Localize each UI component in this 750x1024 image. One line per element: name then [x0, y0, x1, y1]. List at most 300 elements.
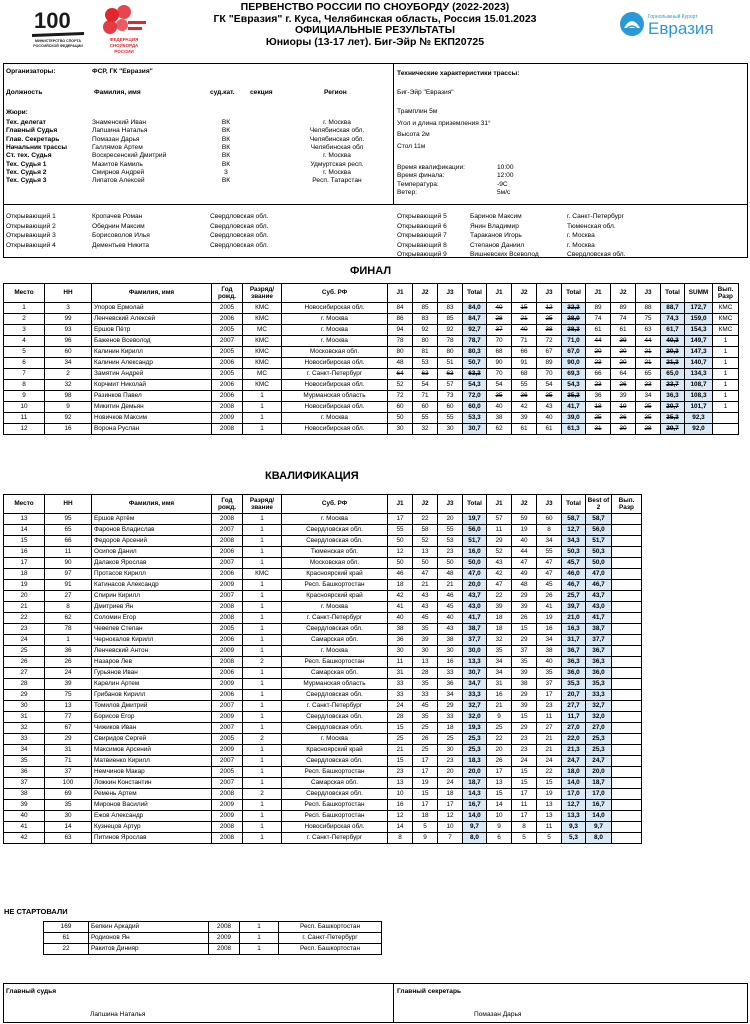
table-cell: 70 — [537, 369, 562, 380]
table-cell: 2 — [243, 734, 282, 745]
table-cell: Респ. Башкортостан — [282, 811, 388, 822]
table-cell: 13,3 — [463, 657, 487, 668]
official-cat: ВК — [221, 152, 231, 160]
table-cell: г. Москва — [282, 602, 388, 613]
table-cell: 25,3 — [586, 745, 612, 756]
table-cell: 77 — [45, 712, 92, 723]
table-cell: 15 — [512, 624, 537, 635]
column-header: НН — [45, 284, 92, 303]
table-cell: 1 — [243, 547, 282, 558]
table-cell: 30 — [388, 646, 413, 657]
column-header: J3 — [438, 495, 463, 514]
table-cell: 65 — [636, 369, 661, 380]
table-cell: 36 — [438, 679, 463, 690]
table-cell: 24,7 — [586, 756, 612, 767]
table-cell: 47 — [487, 580, 512, 591]
table-cell: 19,3 — [463, 723, 487, 734]
table-cell: 95 — [45, 514, 92, 525]
table-cell: 31 — [388, 668, 413, 679]
table-cell: 1 — [243, 833, 282, 844]
table-cell: 34,3 — [562, 536, 586, 547]
table-cell: 48 — [438, 569, 463, 580]
opener-name: Степанов Даниил — [470, 241, 525, 249]
table-cell: 29 — [512, 723, 537, 734]
table-cell: 25,3 — [463, 734, 487, 745]
table-row — [4, 602, 642, 613]
table-cell: 45,7 — [562, 558, 586, 569]
table-cell: 29 — [512, 690, 537, 701]
table-cell: 39 — [4, 800, 45, 811]
table-cell: г. Москва — [282, 734, 388, 745]
table-cell: 32 — [413, 424, 438, 435]
table-cell: Респ. Башкортостан — [279, 944, 382, 955]
opener-region: Свердловская обл. — [210, 232, 269, 239]
table-cell: 37 — [45, 767, 92, 778]
table-cell: 11 — [4, 413, 45, 424]
position-header: Должность — [6, 89, 43, 96]
table-cell: 29 — [4, 690, 45, 701]
table-row — [4, 701, 642, 712]
qualification-table — [3, 494, 642, 844]
table-cell: 39 — [611, 336, 636, 347]
column-header: J1 — [487, 284, 512, 303]
table-cell: 30,0 — [463, 646, 487, 657]
official-role: Тех. Судья 1 — [6, 160, 47, 168]
table-cell: 9 — [487, 822, 512, 833]
table-cell: 1 — [243, 690, 282, 701]
table-cell: 34 — [45, 358, 92, 369]
table-cell — [612, 745, 642, 756]
table-cell: 13 — [388, 778, 413, 789]
table-row — [4, 591, 642, 602]
table-row — [4, 789, 642, 800]
table-cell: 19 — [413, 778, 438, 789]
table-cell: 20 — [586, 347, 611, 358]
table-cell: Калинин Кирилл — [92, 347, 212, 358]
table-cell: 34 — [438, 690, 463, 701]
table-cell: 72 — [537, 336, 562, 347]
table-cell: 29 — [487, 536, 512, 547]
table-cell: Ершов Пётр — [92, 325, 212, 336]
table-cell: 23 — [388, 767, 413, 778]
table-cell: 2005 — [212, 734, 243, 745]
official-cat: ВК — [221, 135, 231, 143]
table-cell: 11 — [388, 657, 413, 668]
opener-name: Баринов Максим — [470, 213, 522, 220]
table-cell: 89 — [586, 303, 611, 314]
table-cell: 33 — [413, 690, 438, 701]
official-region: Челябинская обл. — [309, 135, 365, 143]
table-cell: 30 — [438, 646, 463, 657]
table-cell: 84 — [388, 303, 413, 314]
table-cell: Фаронов Владислав — [92, 525, 212, 536]
table-cell: 34 — [4, 745, 45, 756]
table-cell: 34 — [636, 391, 661, 402]
table-cell: 19 — [4, 580, 45, 591]
table-cell: 81 — [413, 347, 438, 358]
table-cell: 1 — [243, 413, 282, 424]
table-cell: 33,3 — [586, 690, 612, 701]
table-row — [4, 303, 739, 314]
table-cell: 22 — [487, 591, 512, 602]
table-row — [4, 336, 739, 347]
table-cell: 41 — [388, 602, 413, 613]
table-cell: 2007 — [212, 336, 243, 347]
table-cell: Немчинов Макар — [92, 767, 212, 778]
info-panel — [3, 63, 748, 258]
dns-table — [43, 921, 382, 955]
table-cell: 39 — [512, 413, 537, 424]
table-cell: 54 — [413, 380, 438, 391]
table-cell: 26 — [413, 734, 438, 745]
table-cell: 45 — [537, 580, 562, 591]
table-cell: 35 — [413, 624, 438, 635]
table-cell: 51,7 — [586, 536, 612, 547]
table-cell — [612, 767, 642, 778]
table-cell: 38 — [4, 789, 45, 800]
table-cell: Респ. Башкортостан — [282, 800, 388, 811]
table-cell: КМС — [713, 325, 739, 336]
table-cell: 15 — [487, 789, 512, 800]
table-row — [4, 811, 642, 822]
table-cell: 36 — [45, 646, 92, 657]
table-cell: 45 — [413, 613, 438, 624]
table-cell: 18 — [438, 789, 463, 800]
table-cell: 32 — [45, 380, 92, 391]
table-cell: 78,7 — [463, 336, 487, 347]
opener-role: Открывающий 1 — [6, 213, 56, 220]
table-cell: 1 — [713, 347, 739, 358]
table-cell: 2008 — [212, 536, 243, 547]
table-cell: 15 — [388, 756, 413, 767]
table-cell — [612, 525, 642, 536]
table-cell: 80 — [388, 347, 413, 358]
table-cell: 63,3 — [463, 369, 487, 380]
table-cell — [612, 536, 642, 547]
table-cell: 14 — [45, 822, 92, 833]
table-cell: 60 — [413, 402, 438, 413]
table-cell: 2008 — [212, 833, 243, 844]
table-cell: 68 — [512, 369, 537, 380]
table-cell: 2008 — [212, 657, 243, 668]
table-cell: 30,7 — [463, 424, 487, 435]
table-cell — [612, 613, 642, 624]
table-cell: 43 — [487, 558, 512, 569]
table-cell: 37 — [4, 778, 45, 789]
table-cell: Красноярский край — [282, 591, 388, 602]
table-cell: 88,7 — [661, 303, 685, 314]
table-cell: 20 — [487, 745, 512, 756]
table-cell: 37,7 — [586, 635, 612, 646]
table-cell: 12 — [388, 811, 413, 822]
table-cell: 1 — [240, 922, 279, 933]
table-cell: г. Санкт-Петербург — [282, 613, 388, 624]
column-header: J1 — [388, 284, 413, 303]
table-cell: Московская обл. — [282, 558, 388, 569]
table-row — [4, 734, 642, 745]
table-cell: 27 — [537, 723, 562, 734]
table-cell: 97 — [45, 569, 92, 580]
table-row — [4, 413, 739, 424]
table-cell: Свердловская обл. — [282, 723, 388, 734]
table-cell: Упоров Ермолай — [92, 303, 212, 314]
table-cell — [612, 833, 642, 844]
table-cell: 38 — [487, 413, 512, 424]
table-cell: 42 — [487, 569, 512, 580]
ministry-text: МИНИСТЕРСТВО СПОРТА — [34, 39, 82, 43]
table-cell: 24 — [537, 756, 562, 767]
table-cell: 9,7 — [586, 822, 612, 833]
table-cell: 86 — [388, 314, 413, 325]
table-cell: Мурманская область — [282, 679, 388, 690]
official-region: Удмуртская респ. — [310, 160, 364, 168]
table-cell: 71 — [45, 756, 92, 767]
table-cell: 29,7 — [661, 424, 685, 435]
table-cell: 29 — [512, 591, 537, 602]
table-cell: 20 — [611, 358, 636, 369]
table-cell: 43 — [413, 591, 438, 602]
table-cell: 1 — [713, 358, 739, 369]
track-spec: Трамплин 5м — [397, 108, 438, 115]
table-cell: 92 — [413, 325, 438, 336]
table-cell: 1 — [243, 745, 282, 756]
table-row — [4, 358, 739, 369]
table-cell — [612, 569, 642, 580]
official-role: Начальник трассы — [6, 143, 68, 151]
opener-role: Открывающий 2 — [6, 222, 56, 230]
table-cell: 40 — [512, 325, 537, 336]
table-cell: 49 — [512, 569, 537, 580]
table-cell: 2009 — [212, 745, 243, 756]
table-cell: 22 — [487, 734, 512, 745]
official-role: Тех. делегат — [6, 119, 46, 126]
column-header: Место — [4, 284, 45, 303]
table-cell: г. Санкт-Петербург — [282, 833, 388, 844]
table-row — [4, 424, 739, 435]
table-cell: 2009 — [212, 800, 243, 811]
table-cell: Грибанов Кирилл — [92, 690, 212, 701]
table-cell: Новосибирская обл. — [282, 424, 388, 435]
table-cell: 39 — [413, 635, 438, 646]
table-cell: 13 — [537, 800, 562, 811]
table-cell — [612, 624, 642, 635]
table-cell: 50,0 — [463, 558, 487, 569]
table-cell: 47 — [537, 569, 562, 580]
table-cell: 25 — [636, 402, 661, 413]
table-cell: 28 — [636, 424, 661, 435]
table-cell: 14 — [4, 525, 45, 536]
table-cell: 13 — [537, 811, 562, 822]
table-cell: Матвиенко Кирилл — [92, 756, 212, 767]
column-header: Total — [463, 284, 487, 303]
table-cell: 60,0 — [463, 402, 487, 413]
table-cell: 31 — [4, 712, 45, 723]
table-cell: 43,0 — [586, 602, 612, 613]
table-cell: 21 — [4, 602, 45, 613]
table-cell: 2008 — [209, 944, 240, 955]
table-row — [4, 778, 642, 789]
table-cell: 16,0 — [463, 547, 487, 558]
column-header: J3 — [438, 284, 463, 303]
official-region: Респ. Татарстан — [312, 177, 362, 185]
table-cell: Спирин Кирилл — [92, 591, 212, 602]
table-cell: 36,7 — [562, 646, 586, 657]
table-cell: 25,3 — [586, 734, 612, 745]
table-cell: 35 — [487, 391, 512, 402]
name-header: Фамилия, имя — [94, 89, 141, 96]
table-cell: Свиридов Сергей — [92, 734, 212, 745]
table-cell: 2009 — [212, 712, 243, 723]
table-cell: г. Москва — [282, 514, 388, 525]
opener-role: Открывающий 3 — [6, 232, 56, 239]
table-cell: 2007 — [212, 701, 243, 712]
table-cell: 10 — [4, 402, 45, 413]
official-region: г. Москва — [323, 168, 351, 176]
table-cell: Новосибирская обл. — [282, 380, 388, 391]
official-cat: ВК — [221, 160, 231, 168]
table-cell: Ремень Артем — [92, 789, 212, 800]
table-cell: 69 — [45, 789, 92, 800]
table-cell: 19 — [537, 613, 562, 624]
table-cell: 50 — [388, 536, 413, 547]
svg-text:ФЕДЕРАЦИЯ: ФЕДЕРАЦИЯ — [109, 37, 139, 42]
table-cell: 38 — [512, 679, 537, 690]
table-cell: Самарская обл. — [282, 668, 388, 679]
table-cell: 92 — [438, 325, 463, 336]
table-cell: 10 — [438, 822, 463, 833]
table-cell: 12 — [438, 811, 463, 822]
table-cell: 30 — [438, 745, 463, 756]
table-cell: 1 — [713, 402, 739, 413]
table-cell: Мурманская область — [282, 391, 388, 402]
opener-name: Тараканов Игорь — [470, 232, 522, 239]
time-value: -9С — [497, 180, 508, 188]
table-cell: 21 — [537, 745, 562, 756]
table-cell: 23 — [438, 547, 463, 558]
table-cell: 9,3 — [562, 822, 586, 833]
table-cell: 25 — [487, 723, 512, 734]
table-cell: 2009 — [212, 811, 243, 822]
table-cell — [612, 789, 642, 800]
table-cell: 2008 — [212, 822, 243, 833]
table-cell: 1 — [4, 303, 45, 314]
table-cell: 21,3 — [661, 358, 685, 369]
table-cell — [612, 646, 642, 657]
table-cell: 12 — [4, 424, 45, 435]
column-header: J3 — [636, 284, 661, 303]
table-cell: Миронов Василий — [92, 800, 212, 811]
table-cell: 32,0 — [586, 712, 612, 723]
table-cell: КМС — [243, 336, 282, 347]
table-cell: 2006 — [212, 314, 243, 325]
table-cell: г. Москва — [282, 325, 388, 336]
official-role: Ст. тех. Судья — [6, 152, 52, 160]
time-label: Температура: — [397, 180, 439, 188]
table-cell: 15 — [537, 778, 562, 789]
table-cell: 16 — [388, 800, 413, 811]
table-cell: 91 — [45, 580, 92, 591]
table-cell: 85 — [413, 303, 438, 314]
column-header: Год рожд. — [212, 284, 243, 303]
opener-name: Дементьев Никита — [92, 241, 150, 249]
table-cell: 20,3 — [661, 347, 685, 358]
table-cell: 1 — [243, 602, 282, 613]
table-cell — [612, 558, 642, 569]
table-cell: 1 — [243, 723, 282, 734]
table-cell: 2008 — [212, 402, 243, 413]
table-cell: 65,0 — [661, 369, 685, 380]
table-cell: 2005 — [212, 624, 243, 635]
table-cell: 40 — [4, 811, 45, 822]
table-cell: 60 — [537, 514, 562, 525]
table-cell: Дмитриев Ян — [92, 602, 212, 613]
table-cell: 70 — [487, 369, 512, 380]
table-cell: Борисов Егор — [92, 712, 212, 723]
opener-role: Открывающий 7 — [397, 232, 447, 239]
column-header: SUMM — [685, 284, 713, 303]
table-cell: 134,3 — [685, 369, 713, 380]
table-cell: 38 — [537, 646, 562, 657]
table-cell — [612, 679, 642, 690]
table-cell: 2005 — [212, 369, 243, 380]
table-cell: 44 — [512, 547, 537, 558]
table-cell: 80 — [413, 336, 438, 347]
table-row — [4, 833, 642, 844]
table-cell: 27 — [4, 668, 45, 679]
table-cell: 14 — [388, 822, 413, 833]
table-cell: МС — [243, 369, 282, 380]
table-cell: 16 — [4, 547, 45, 558]
table-cell: 66 — [586, 369, 611, 380]
table-cell: 1 — [243, 679, 282, 690]
table-cell: 5,3 — [562, 833, 586, 844]
table-cell: 20,0 — [463, 767, 487, 778]
opener-role: Открывающий 5 — [397, 213, 447, 220]
table-cell: 1 — [243, 424, 282, 435]
table-cell: 18,7 — [586, 778, 612, 789]
table-cell: КМС — [713, 314, 739, 325]
table-row — [4, 756, 642, 767]
column-header: J2 — [413, 284, 438, 303]
table-cell: 1 — [243, 767, 282, 778]
table-cell: 23 — [512, 745, 537, 756]
official-cat: ВК — [221, 127, 231, 135]
table-cell: 4 — [4, 336, 45, 347]
table-cell: 93 — [45, 325, 92, 336]
table-cell: 42 — [512, 402, 537, 413]
table-cell: 38,3 — [562, 325, 586, 336]
table-cell: 63 — [438, 369, 463, 380]
table-cell: 15 — [4, 536, 45, 547]
table-cell: 26 — [4, 657, 45, 668]
table-cell: 26 — [512, 613, 537, 624]
table-cell: 2009 — [212, 679, 243, 690]
table-cell: 23 — [4, 624, 45, 635]
table-cell: 67 — [537, 347, 562, 358]
table-cell: 2 — [243, 657, 282, 668]
table-cell: 38,7 — [463, 624, 487, 635]
table-cell: 60 — [438, 402, 463, 413]
table-cell: 18,0 — [562, 767, 586, 778]
tech-label: Технические характеристики трассы: — [397, 70, 520, 77]
table-cell: 41 — [537, 602, 562, 613]
table-cell: 74,3 — [661, 314, 685, 325]
table-cell: Чевелев Степан — [92, 624, 212, 635]
table-cell: 2006 — [212, 690, 243, 701]
table-cell: 2009 — [212, 413, 243, 424]
table-cell: 21 — [537, 734, 562, 745]
table-cell: Свердловская обл. — [282, 624, 388, 635]
